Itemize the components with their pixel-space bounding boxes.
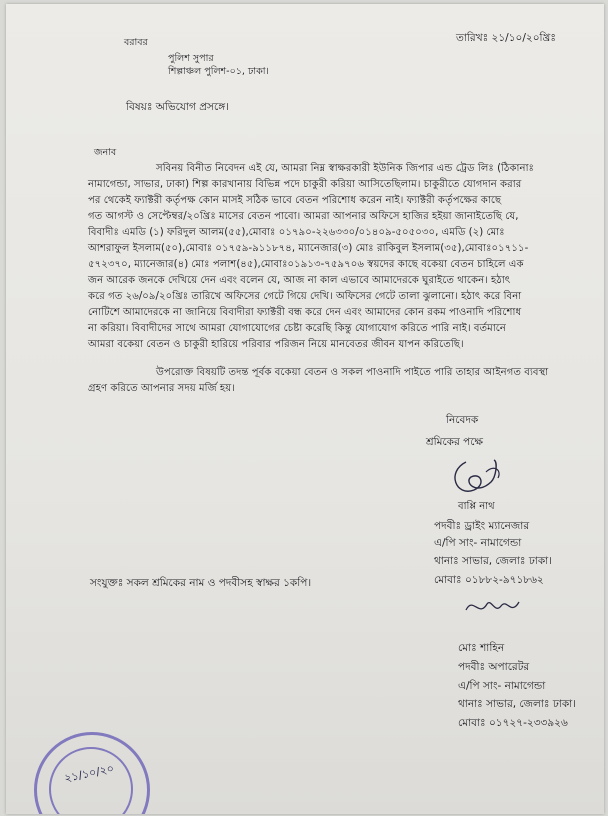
body-line: পর থেকেই ফ্যাক্টরী কর্তৃপক্ষ কোন মাসই সঠিক ভাবে বেতন পরিশোধ করেন নাই। ফ্যাক্টরী কর্তৃপক্ষের কাছে <box>88 195 502 206</box>
stamp-inner-ring <box>49 747 133 814</box>
body-line: গত আগস্ট ও সেপ্টেম্বর/২০খ্রিঃ মাসের বেতন পাবো। আমরা আপনার অফিসে হাজির হইয়া জানাইতেছি যে, <box>88 211 519 222</box>
signer2-company: এ/পি সাং- নামাগেন্ডা <box>458 680 546 692</box>
body-line: নোটিশে আমাদেরকে না জানিয়ে বিবাদীরা ফ্যাক্টরী বন্ধ করে দেন এবং আমাদের কোন রকম পাওনাদি পরিশোধ <box>88 307 522 318</box>
letter-page <box>6 4 604 814</box>
body-line: ৫৭২৩৭০, ম্যানেজার(৪) মোঃ পলাশ(৪৫),মোবাঃ০১৯১৩-৭৫৯৭০৬ স্বয়দের কাছে বকেয়া বেতন চাহিলে এক <box>88 259 524 270</box>
closing-line: গ্রহণ করিতে আপনার সদয় মর্জি হয়। <box>88 383 235 394</box>
body-line: জন আরেক জনকে দেখিয়ে দেন এবং বলেন যে, আজ না কাল এভাবে আমাদেরকে ঘুরাইতে থাকেন। হঠাৎ <box>88 275 511 286</box>
closing-line: উপরোক্ত বিষয়টি তদন্ত পূর্বক বকেয়া বেতন ও সকল পাওনাদি পাইতে পারি তাহার আইনগত ব্যবস্থা <box>156 367 549 378</box>
recipient-office: শিল্পাঞ্চল পুলিশ-০১, ঢাকা। <box>168 66 269 77</box>
signer2-address: থানাঃ সাভার, জেলাঃ ঢাকা। <box>458 698 576 710</box>
body-line: সবিনয় বিনীত নিবেদন এই যে, আমরা নিম্ন স্বাক্ষরকারী ইউনিক জিপার এন্ড ট্রেড লিঃ (ঠিকানাঃ <box>156 163 534 174</box>
signature-1 <box>436 452 516 502</box>
signer2-phone: মোবাঃ ০১৭২৭-২৩৩৯২৬ <box>458 717 568 729</box>
salutation: জনাব <box>94 147 117 158</box>
signer1-designation: পদবীঃ ড্রাইং ম্যানেজার <box>434 520 530 532</box>
signature-2 <box>461 592 531 622</box>
date-line: তারিখঃ ২১/১০/২০খ্রিঃ <box>456 32 556 44</box>
body-line: বিবাদীঃ এমডি (১) ফরিদুল আলম(৫৫),মোবাঃ ০১৭৯০-২২৬৩৩০/০১৪০৯-৫০৫০৩০, এমডি (২) মোঃ <box>88 227 505 238</box>
signer1-name: বাপ্পি নাথ <box>458 501 495 512</box>
signer1-address: থানাঃ সাভার, জেলাঃ ঢাকা। <box>434 555 552 567</box>
subject-line: বিষয়ঃ অভিযোগ প্রসঙ্গে। <box>126 101 229 113</box>
signer2-name: মোঃ শাহিন <box>458 642 505 654</box>
stamp-date: ২১/১০/২০ <box>63 761 116 786</box>
body-line: নামাগেন্ডা, সাভার, ঢাকা) শিল্প কারখানায় বিভিন্ন পদে চাকুরী করিয়া আসিতেছিলাম। চাকুরীতে যোগদান করার <box>88 179 522 190</box>
attachment-note: সংযুক্তঃ সকল শ্রমিকের নাম ও পদবীসহ স্বাক্ষর ১কপি। <box>90 577 312 589</box>
signoff-workers: শ্রমিকের পক্ষে <box>426 436 483 448</box>
signer1-company: এ/পি সাং- নামাগেন্ডা <box>434 537 522 549</box>
signer1-phone: মোবাঃ ০১৮৮২-৯৭১৮৬২ <box>434 574 544 586</box>
body-line: না করিয়া। বিবাদীদের সাথে আমরা যোগাযোগের চেষ্টা করেছি কিন্তু যোগাযোগ করিতে পারি নাই। বর্তমানে <box>88 323 506 334</box>
to-label: বরাবর <box>124 37 148 48</box>
body-line: আমরা বকেয়া বেতন ও চাকুরী হারিয়ে পরিবার পরিজন নিয়ে মানবেতর জীবন যাপন করিতেছি। <box>88 339 464 350</box>
body-line: করে গত ২৬/০৯/২০খ্রিঃ তারিখে অফিসের গেটে গিয়ে দেখি। অফিসের গেটে তালা ঝুলানো। হঠাৎ করে বিনা <box>88 291 522 302</box>
signer2-designation: পদবীঃ অপারেটর <box>458 661 530 673</box>
signoff-label: নিবেদক <box>446 414 479 426</box>
recipient-title: পুলিশ সুপার <box>168 53 214 64</box>
body-line: আশরাফুল ইসলাম(৫০),মোবাঃ ০১৭৫৯-৯১১৮৭৪, ম্যানেজার(৩) মোঃ রাকিবুল ইসলাম(৩৫),মোবাঃ০১৭১১- <box>88 243 529 254</box>
